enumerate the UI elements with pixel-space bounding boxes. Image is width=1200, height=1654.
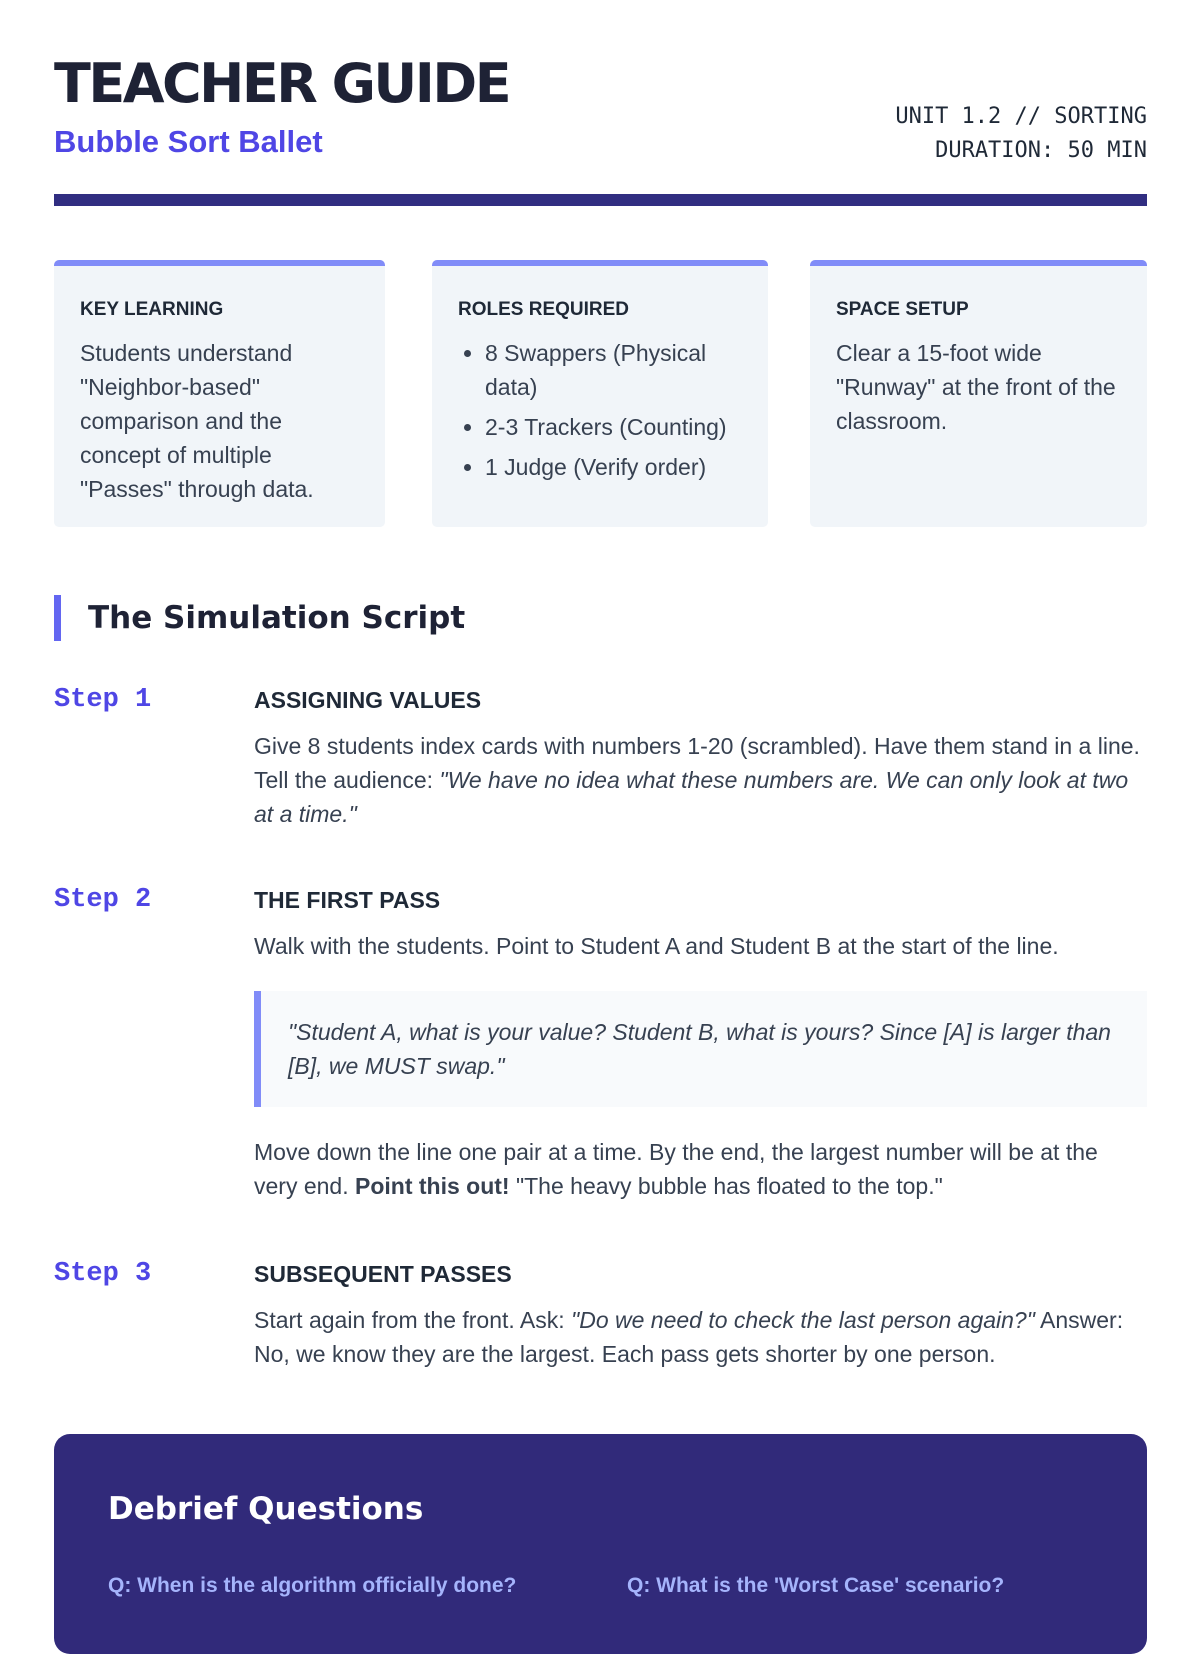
step-number: Step 2 xyxy=(54,885,152,915)
debrief-title: Debrief Questions xyxy=(108,1491,424,1527)
debrief-panel xyxy=(54,1434,1147,1654)
info-cards xyxy=(54,260,1147,527)
step-title: SUBSEQUENT PASSES xyxy=(254,1261,512,1287)
step-title: ASSIGNING VALUES xyxy=(254,687,482,713)
followup-plain: Move down the line one pair at a time. By the end, the largest number will be at the very end. xyxy=(254,1139,1098,1199)
page-title: TEACHER GUIDE xyxy=(54,52,510,115)
space-setup-text: Clear a 15-foot wide "Runway" at the front of the classroom. xyxy=(836,340,1116,434)
step-text-plain: Give 8 students index cards with numbers 1-20 (scrambled). Have them stand in a line. Tell the audience: xyxy=(254,733,1140,793)
step-text xyxy=(254,1303,1147,1371)
step-body xyxy=(254,883,1147,1203)
guide-header xyxy=(54,0,1147,206)
step-text-tail: Answer: No, we know they are the largest. Each pass gets shorter by one person. xyxy=(254,1307,1124,1367)
roles-card xyxy=(432,260,768,527)
teacher-quote: "Student A, what is your value? Student B, what is yours? Since [A] is larger than [B], we MUST swap." xyxy=(254,991,1147,1107)
followup-tail: "The heavy bubble has floated to the top." xyxy=(509,1173,943,1199)
unit-label: UNIT 1.2 // SORTING xyxy=(895,104,1147,129)
space-setup-card xyxy=(810,260,1147,527)
section-title: The Simulation Script xyxy=(88,600,466,636)
key-learning-label: KEY LEARNING xyxy=(80,299,224,320)
step-text-quote: "We have no idea what these numbers are. We can only look at two at a time." xyxy=(254,767,1129,827)
duration-label: DURATION: 50 MIN xyxy=(935,138,1147,163)
key-learning-text: Students understand "Neighbor-based" comparison and the concept of multiple "Passes" through data. xyxy=(80,340,314,502)
section-accent-bar xyxy=(54,595,61,641)
step-followup-text xyxy=(254,1135,1147,1203)
step-text: Walk with the students. Point to Student A and Student B at the start of the line. xyxy=(254,933,1059,959)
step-text-quote: "Do we need to check the last person again?" xyxy=(571,1307,1035,1333)
key-learning-card xyxy=(54,260,385,527)
list-item: • 1 Judge (Verify order) xyxy=(485,450,742,484)
step-number: Step 3 xyxy=(54,1259,152,1289)
header-divider xyxy=(54,194,1147,206)
roles-label: ROLES REQUIRED xyxy=(458,299,630,320)
lesson-meta xyxy=(895,100,1147,168)
debrief-question: Q: What is the 'Worst Case' scenario? xyxy=(627,1574,1005,1597)
step-text xyxy=(254,729,1147,831)
step-body xyxy=(254,683,1147,831)
roles-list xyxy=(458,336,742,484)
step-title: THE FIRST PASS xyxy=(254,887,441,913)
step-body xyxy=(254,1257,1147,1371)
step-number: Step 1 xyxy=(54,685,152,715)
followup-emphasis: Point this out! xyxy=(355,1173,510,1199)
debrief-question: Q: When is the algorithm officially done? xyxy=(108,1574,517,1597)
list-item: • 2-3 Trackers (Counting) xyxy=(485,410,742,444)
teacher-guide-page xyxy=(54,0,1147,1597)
space-setup-label: SPACE SETUP xyxy=(836,299,969,320)
lesson-subtitle: Bubble Sort Ballet xyxy=(54,124,323,159)
list-item: • 8 Swappers (Physical data) xyxy=(485,336,742,404)
step-text-plain: Start again from the front. Ask: xyxy=(254,1307,572,1333)
